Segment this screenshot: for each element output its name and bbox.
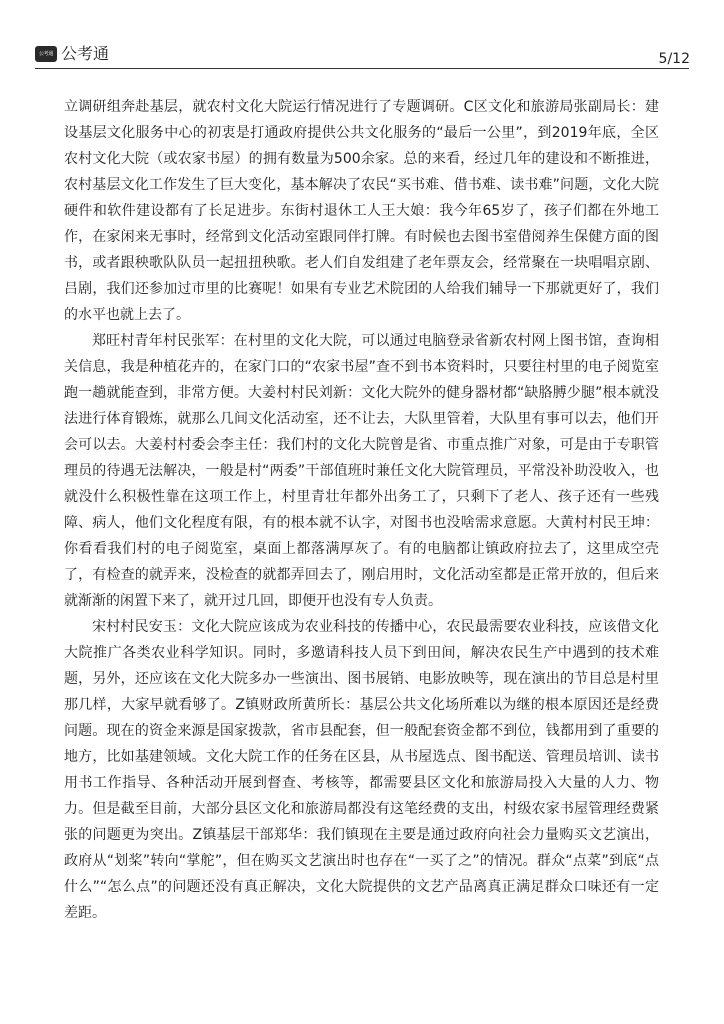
- paragraph-1: 立调研组奔赴基层，就农村文化大院运行情况进行了专题调研。C区文化和旅游局张副局长：建设基层文化服务中心的初衷是打通政府提供公共文化服务的“最后一公里”，到2019年底，全区农村文化大院（或农家书屋）的拥有数量为500余家。总的来看，经过几年的建设和不断推进，农村基层文化工作发生了巨大变化，基本解决了农民“买书难、借书难、读书难”问题，文化大院硬件和软件建设都有了长足进步。东街村退休工人王大娘：我今年65岁了，孩子们都在外地工作，在家闲来无事时，经常到文化活动室跟同伴打牌。有时候也去图书室借阅养生保健方面的图书，或者跟秧歌队队员一起扭扭秧歌。老人们自发组建了老年票友会，经常聚在一块唱唱京剧、吕剧，我们还参加过市里的比赛呢！如果有专业艺术院团的人给我们辅导一下那就更好了，我们的水平也就上去了。: [64, 99, 659, 323]
- logo-icon: 公考通: [35, 46, 57, 62]
- header-divider: [35, 68, 689, 69]
- page-header: [0, 0, 724, 72]
- page-number: 5/12: [658, 51, 690, 67]
- logo-text: 公考通: [61, 44, 110, 63]
- paragraph-2: 郑旺村青年村民张军：在村里的文化大院，可以通过电脑登录省新农村网上图书馆，查询相关信息，我是种植花卉的，在家门口的“农家书屋”查不到书本资料时，只要往村里的电子阅览室跑一趟就能查到，非常方便。大姜村村民刘新：文化大院外的健身器材都“缺胳膊少腿”根本就没法进行体育锻炼，就那么几间文化活动室，还不让去，大队里管着，大队里有事可以去，他们开会可以去。大姜村村委会李主任：我们村的文化大院曾是省、市重点推广对象，可是由于专职管理员的待遇无法解决，一般是村“两委”干部值班时兼任文化大院管理员，平常没补助没收入，也就没什么积极性靠在这项工作上，村里青壮年都外出务工了，只剩下了老人、孩子还有一些残障、病人，他们文化程度有限，有的根本就不认字，对图书也没啥需求意愿。大黄村村民王坤：你看看我们村的电子阅览室，桌面上都落满厚灰了。有的电脑都让镇政府拉去了，这里成空壳了，有检查的就弄来，没检查的就都弄回去了，刚启用时，文化活动室都是正常开放的，但后来就渐渐的闲置下来了，就开过几回，即便开也没有专人负责。: [64, 333, 659, 609]
- paragraph-3: 宋村村民安玉：文化大院应该成为农业科技的传播中心，农民最需要农业科技，应该借文化大院推广各类农业科学知识。同时，多邀请科技人员下到田间，解决农民生产中遇到的技术难题，另外，还应该在文化大院多办一些演出、图书展销、电影放映等，现在演出的节目总是村里那几样，大家早就看够了。Z镇财政所黄所长：基层公共文化场所难以为继的根本原因还是经费问题。现在的资金来源是国家拨款，省市县配套，但一般配套资金都不到位，钱都用到了重要的地方，比如基建领域。文化大院工作的任务在区县，从书屋选点、图书配送、管理员培训、读书用书工作指导、各种活动开展到督查、考核等，都需要县区文化和旅游局投入大量的人力、物力。但是截至目前，大部分县区文化和旅游局都没有这笔经费的支出，村级农家书屋管理经费紧张的问题更为突出。Z镇基层干部郑华：我们镇现在主要是通过政府向社会力量购买文艺演出，政府从“划桨”转向“掌舵”，但在购买文艺演出时也存在“一买了之”的情况。群众“点菜”到底“点什么”“怎么点”的问题还没有真正解决，文化大院提供的文艺产品离真正满足群众口味还有一定差距。: [64, 619, 659, 921]
- document-body: [64, 94, 659, 926]
